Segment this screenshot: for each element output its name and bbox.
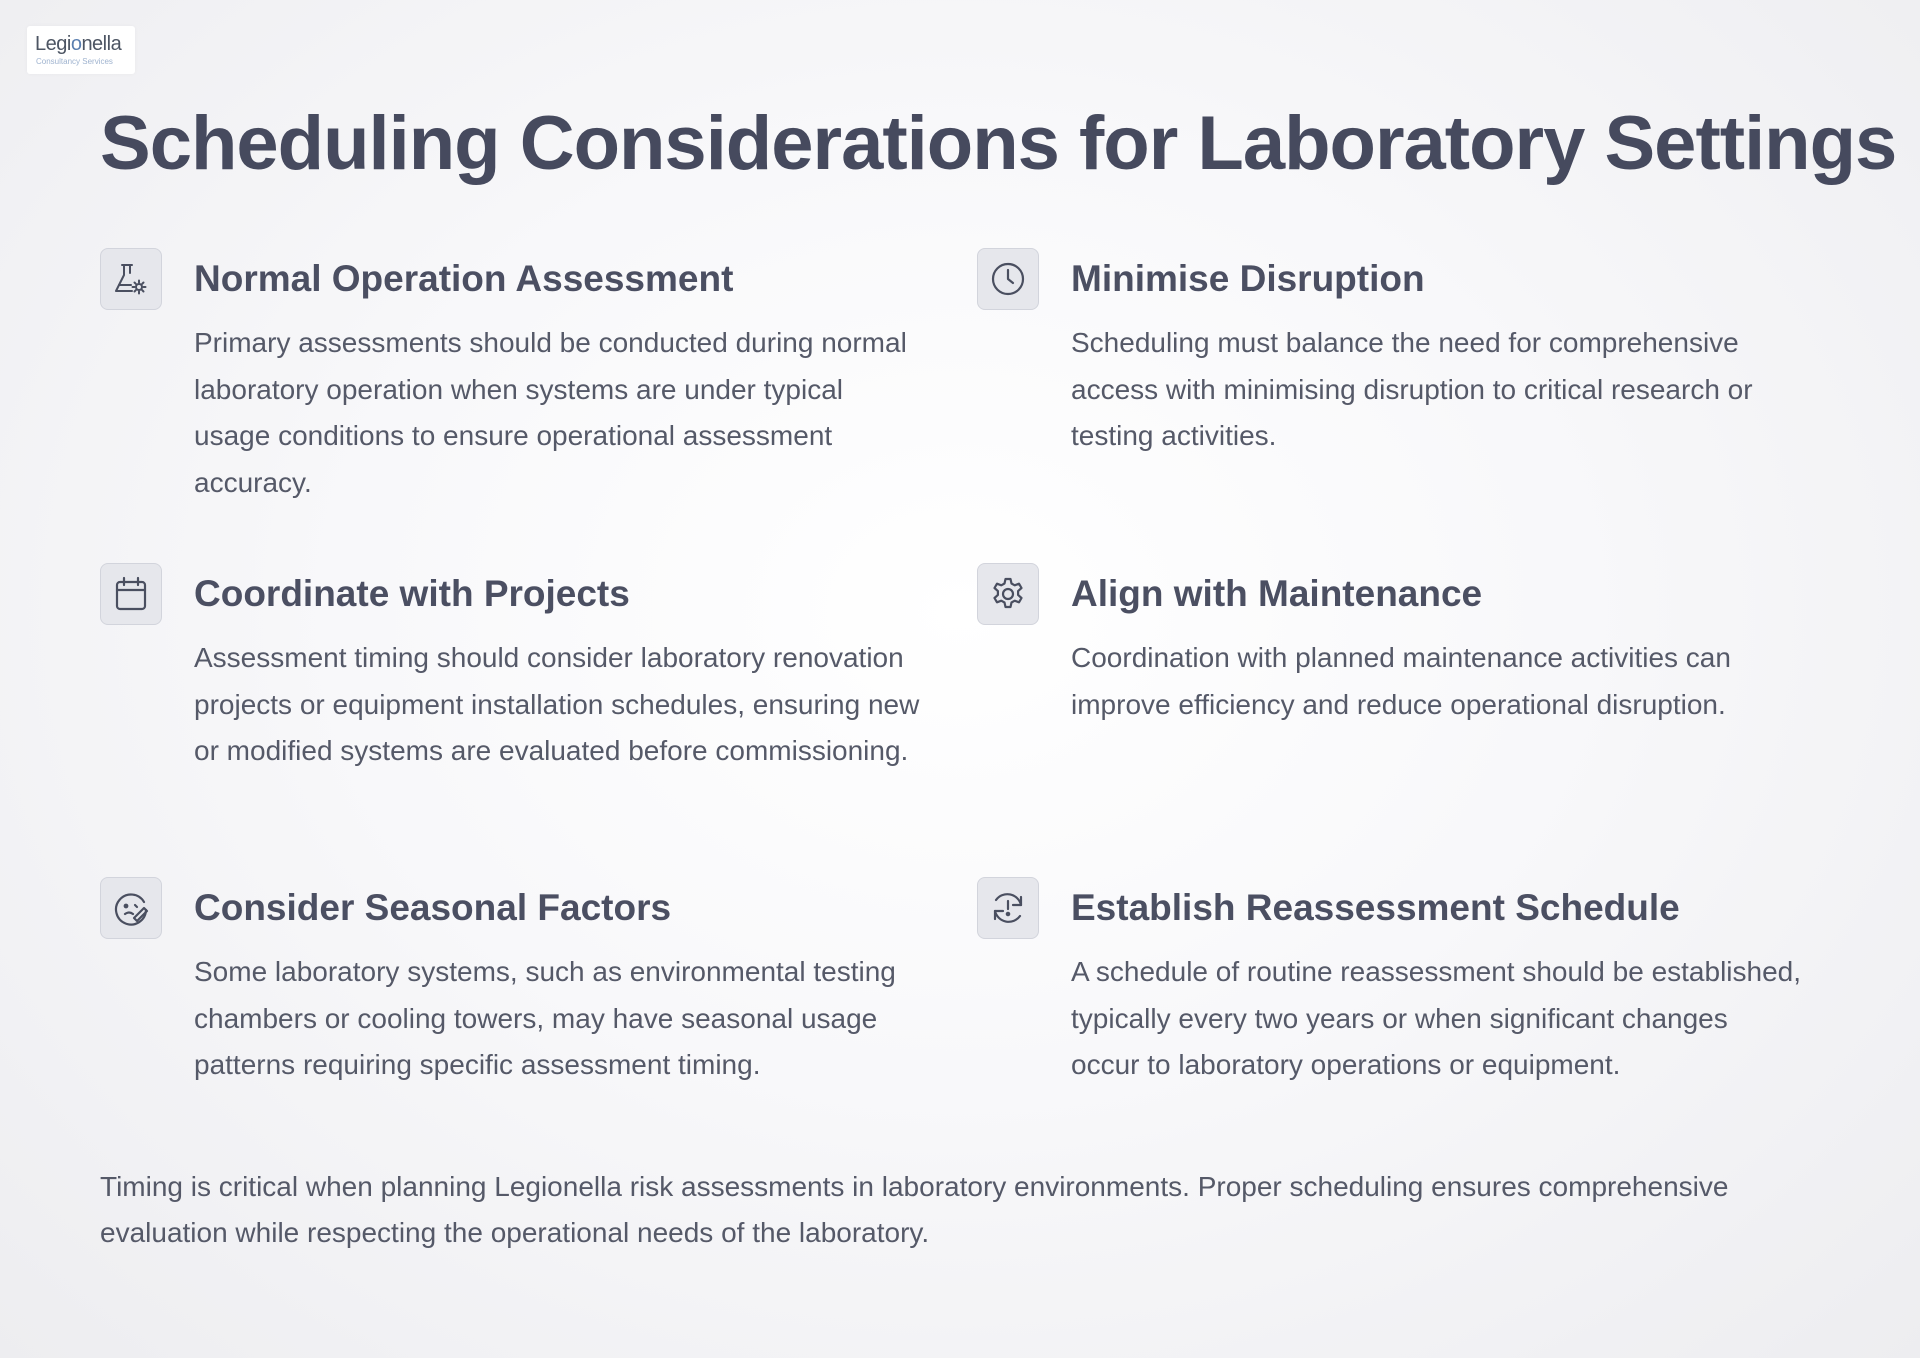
item-title: Normal Operation Assessment [194,258,734,299]
item-title: Align with Maintenance [1071,573,1483,614]
company-logo [27,26,135,74]
seasonal-sun-icon [100,877,162,939]
item-title: Coordinate with Projects [194,573,630,614]
logo-subtitle: Consultancy Services [36,57,113,66]
item-title: Consider Seasonal Factors [194,887,672,928]
gear-icon [977,563,1039,625]
item-description: Some laboratory systems, such as environmental testing chambers or cooling towers, may have seasonal usage patterns requiring specific assessment timing. [194,956,896,1080]
item-description: Coordination with planned maintenance activities can improve efficiency and reduce operational disruption. [1071,642,1731,720]
calendar-icon [100,563,162,625]
item-description: A schedule of routine reassessment should be established, typically every two years or when significant changes occur to laboratory operations or equipment. [1071,956,1802,1080]
item-title: Minimise Disruption [1071,258,1425,299]
item-description: Primary assessments should be conducted during normal laboratory operation when systems are under typical usage conditions to ensure operational assessment accuracy. [194,327,907,498]
summary-text: Timing is critical when planning Legionella risk assessments in laboratory environments. Proper scheduling ensures comprehensive evaluation while respecting the operational needs of the laboratory. [100,1171,1729,1248]
logo-name: Legionella [35,33,122,55]
clock-icon [977,248,1039,310]
item-description: Assessment timing should consider laboratory renovation projects or equipment installation schedules, ensuring new or modified systems are evaluated before commissioning. [194,642,920,766]
item-title: Establish Reassessment Schedule [1071,887,1680,928]
flask-gear-icon [100,248,162,310]
page-title: Scheduling Considerations for Laboratory Settings [100,101,1897,186]
item-description: Scheduling must balance the need for comprehensive access with minimising disruption to critical research or testing activities. [1071,327,1753,451]
refresh-alert-icon [977,877,1039,939]
